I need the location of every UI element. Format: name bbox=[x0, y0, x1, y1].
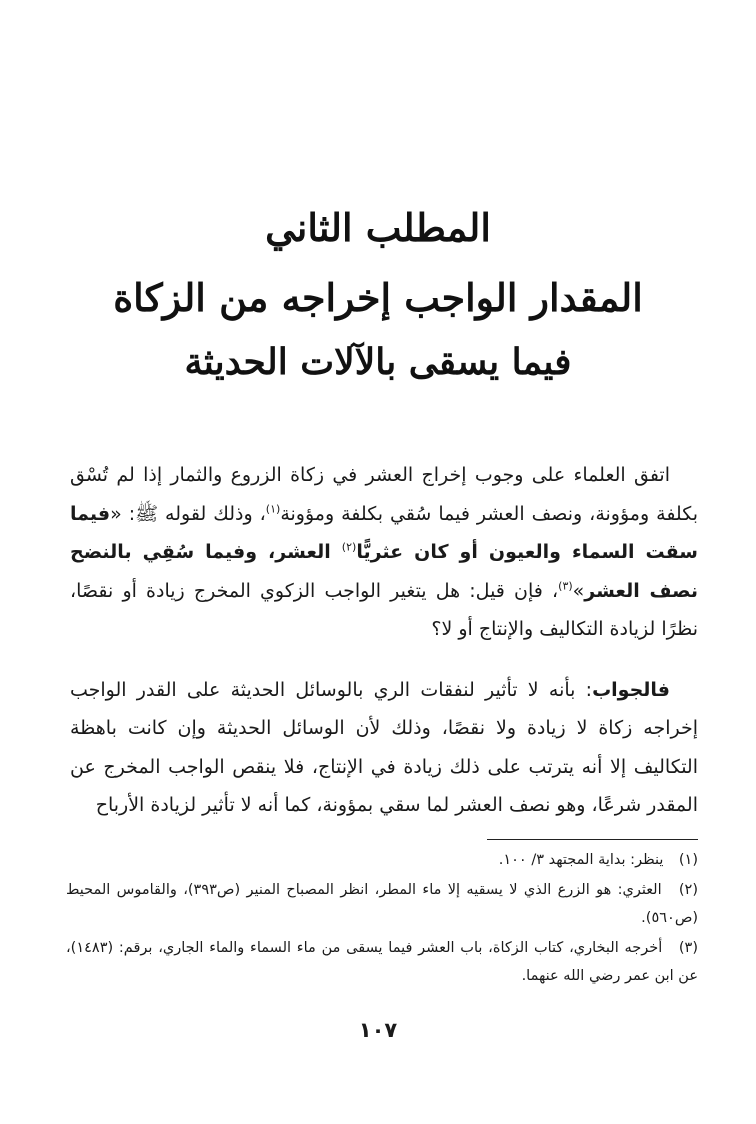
paragraph-1-text-a: اتفق العلماء على وجوب إخراج العشر في زكاة الزروع والثمار إذا لم تُسْق بكلفة ومؤونة، ونصف العشر فيما سُقي بكلفة ومؤونة bbox=[70, 464, 698, 525]
footnote-text: ينظر: بداية المجتهد ٣/ ١٠٠. bbox=[498, 852, 664, 868]
section-heading bbox=[0, 196, 756, 396]
footnote-text: أخرجه البخاري، كتاب الزكاة، باب العشر فيما يسقى من ماء السماء والماء الجاري، برقم: (١٤٨٣)، عن ابن عمر رضي الله عنهما. bbox=[66, 940, 698, 984]
paragraph-2-text: : بأنه لا تأثير لنفقات الري بالوسائل الحديثة على القدر الواجب إخراجه زكاة لا زيادة ولا نقصًا، وذلك لأن الوسائل الحديثة وإن كانت باهظة التكاليف إلا أنه يترتب على ذلك زيادة في الإنتاج، فلا ينقص الواجب المخرج عن المقدر شرعًا، وهو نصف العشر لما سقي بمؤونة، كما أنه لا تأثير لزيادة الأرباح bbox=[70, 678, 698, 816]
footnote-ref-2: (٢) bbox=[341, 540, 357, 554]
hadith-quote-b: العشر، وفيما سُقِي بالنضح نصف العشر bbox=[70, 541, 699, 602]
footnote-ref-3: (٣) bbox=[558, 579, 573, 593]
paragraph-1-text-d: ، فإن قيل: هل يتغير الواجب الزكوي المخرج زيادة أو نقصًا، نظرًا لزيادة التكاليف والإنتاج أو لا؟ bbox=[70, 579, 698, 640]
page-number: ١٠٧ bbox=[358, 1018, 398, 1042]
footnote-text: العثري: هو الزرع الذي لا يسقيه إلا ماء المطر، انظر المصباح المنير (ص٣٩٣)، والقاموس المحيط (ص٥٦٠). bbox=[66, 882, 698, 926]
paragraph-1 bbox=[70, 456, 698, 649]
main-text bbox=[70, 456, 698, 825]
paragraph-1-text-b: ، وذلك لقوله ﷺ: « bbox=[110, 502, 266, 525]
section-title: المطلب الثاني bbox=[265, 205, 491, 250]
section-subtitle-line-2: فيما يسقى بالآلات الحديثة bbox=[184, 341, 572, 383]
answer-lead: فالجواب bbox=[592, 678, 670, 701]
footnote-3 bbox=[66, 934, 698, 990]
footnote-number: (٢) bbox=[678, 882, 698, 898]
section-subtitle-line-1: المقدار الواجب إخراجه من الزكاة bbox=[113, 275, 643, 320]
footnote-2 bbox=[66, 876, 698, 932]
footnote-separator bbox=[487, 839, 698, 840]
footnotes bbox=[66, 846, 698, 992]
footnote-number: (١) bbox=[678, 852, 698, 868]
footnote-ref-1: (١) bbox=[265, 502, 281, 516]
footnote-number: (٣) bbox=[678, 940, 698, 956]
footnote-1 bbox=[66, 846, 698, 874]
paragraph-1-text-c: » bbox=[572, 579, 585, 602]
paragraph-2 bbox=[70, 671, 698, 825]
hadith-quote-a: فيما سقت السماء والعيون أو كان عثريًّا bbox=[70, 502, 698, 563]
